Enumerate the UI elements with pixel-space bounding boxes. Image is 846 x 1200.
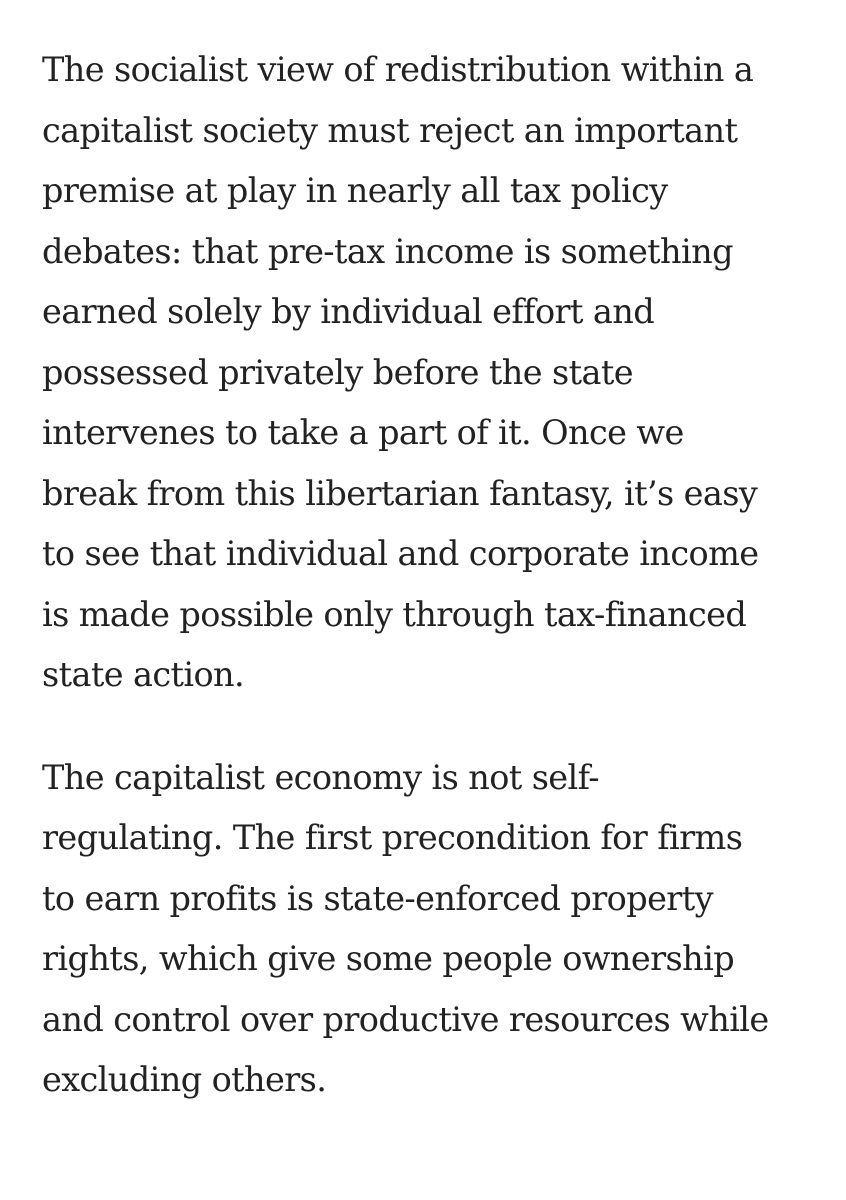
paragraph-line: state action. — [42, 655, 245, 694]
paragraph-line: to earn profits is state-enforced property — [42, 878, 713, 918]
paragraph-line: possessed privately before the state — [42, 352, 633, 392]
paragraph-1 — [42, 40, 842, 706]
paragraph-line: premise at play in nearly all tax policy — [42, 171, 668, 210]
paragraph-2 — [42, 748, 842, 1111]
paragraph-line: and control over productive resources while — [42, 999, 769, 1039]
paragraph-line: is made possible only through tax-financed — [42, 594, 747, 634]
paragraph-line: rights, which give some people ownership — [42, 939, 735, 978]
paragraph-line: excluding others. — [42, 1060, 327, 1099]
paragraph-line: The capitalist economy is not self- — [42, 757, 599, 797]
paragraph-line: break from this libertarian fantasy, it’s easy — [42, 473, 758, 513]
paragraph-line: capitalist society must reject an important — [42, 110, 738, 150]
article-text — [42, 40, 842, 1111]
paragraph-line: The socialist view of redistribution within a — [42, 50, 754, 89]
paragraph-line: to see that individual and corporate income — [42, 534, 759, 573]
paragraph-line: debates: that pre-tax income is something — [42, 231, 733, 271]
paragraph-line: intervenes to take a part of it. Once we — [42, 413, 684, 452]
paragraph-line: regulating. The first precondition for firms — [42, 818, 743, 857]
paragraph-line: earned solely by individual effort and — [42, 292, 655, 331]
